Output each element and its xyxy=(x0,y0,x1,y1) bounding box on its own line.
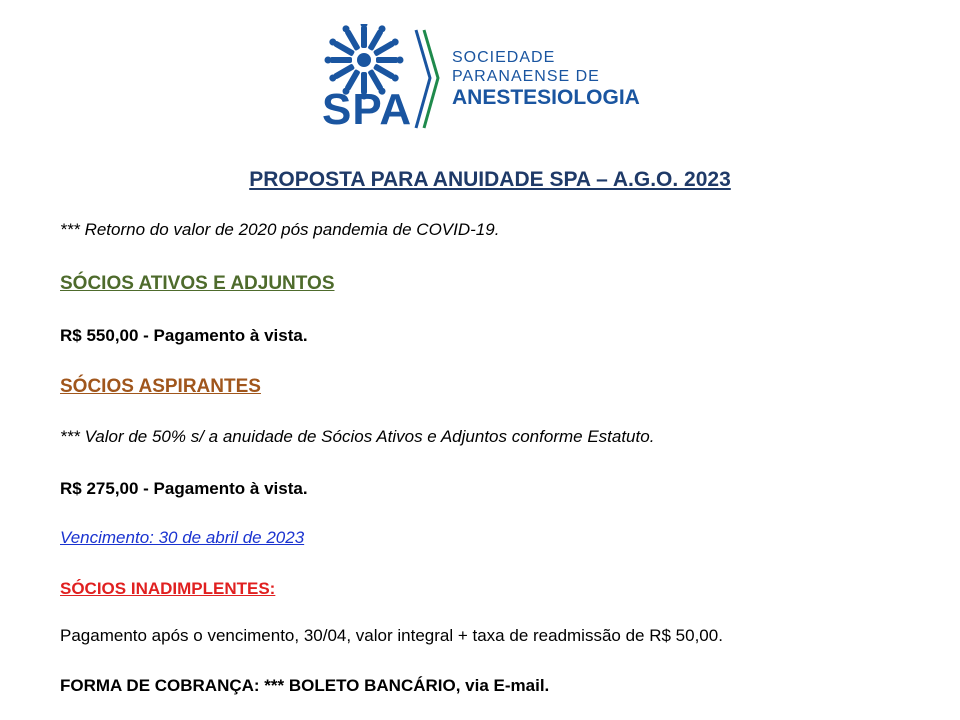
logo-line-2: PARANAENSE DE xyxy=(452,68,600,85)
note-covid: *** Retorno do valor de 2020 pós pandemia de COVID-19. xyxy=(60,220,500,239)
due-date-link[interactable]: Vencimento: 30 de abril de 2023 xyxy=(60,528,305,547)
logo-abbreviation: SPA xyxy=(322,85,413,134)
chevron-divider-icon xyxy=(416,30,438,128)
text-inadimplentes: Pagamento após o vencimento, 30/04, valor integral + taxa de readmissão de R$ 50,00. xyxy=(60,626,723,645)
logo-line-1: SOCIEDADE xyxy=(452,49,556,66)
price-socios-aspirantes: R$ 275,00 - Pagamento à vista. xyxy=(60,479,308,498)
heading-socios-aspirantes: SÓCIOS ASPIRANTES xyxy=(60,376,261,397)
heading-socios-inadimplentes: SÓCIOS INADIMPLENTES: xyxy=(60,579,276,598)
heading-socios-ativos: SÓCIOS ATIVOS E ADJUNTOS xyxy=(60,273,335,294)
price-socios-ativos: R$ 550,00 - Pagamento à vista. xyxy=(60,326,308,345)
logo-line-3: ANESTESIOLOGIA xyxy=(452,86,640,109)
page-title: PROPOSTA PARA ANUIDADE SPA – A.G.O. 2023 xyxy=(249,168,731,191)
note-aspirantes: *** Valor de 50% s/ a anuidade de Sócios Ativos e Adjuntos conforme Estatuto. xyxy=(60,427,655,446)
logo-text xyxy=(452,48,640,110)
payment-method: FORMA DE COBRANÇA: *** BOLETO BANCÁRIO, via E-mail. xyxy=(60,676,550,695)
